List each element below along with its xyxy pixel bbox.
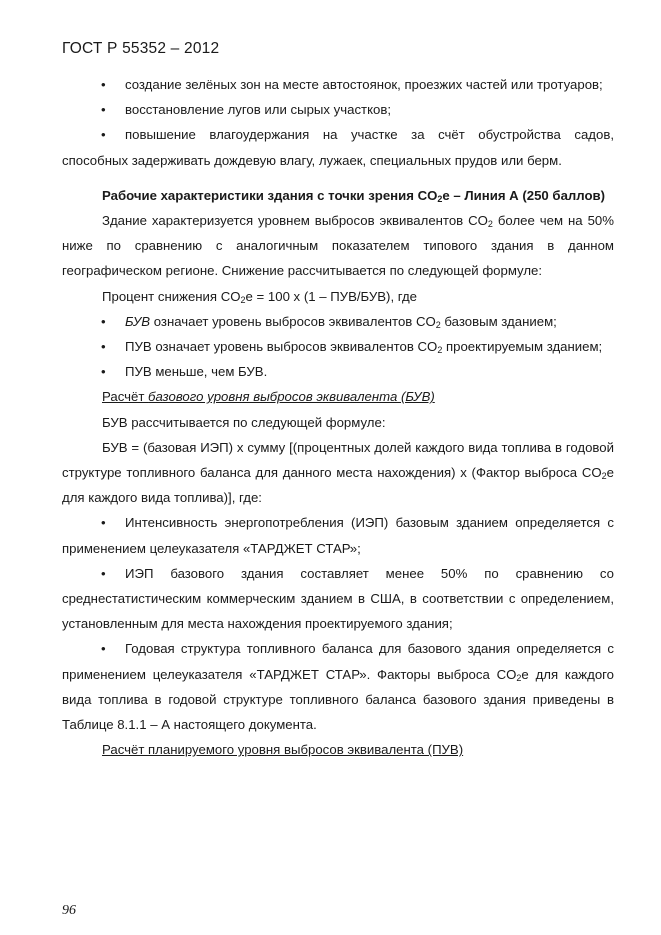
bullet-icon: • (101, 102, 106, 118)
list-item: • Интенсивность энергопотребления (ИЭП) базовым зданием определяется с применением целеуказателя «ТАРДЖЕТ СТАР»; (62, 510, 614, 560)
list-item: • Годовая структура топливного баланса для базового здания определяется с применением целеуказателя «ТАРДЖЕТ СТАР». Факторы выброса $CO_2e$ для каждого вида топлива в годовой структуре топливного баланса базового здания приведены в Таблице 8.1.1 – А настоящего документа. (62, 636, 614, 737)
bullet-icon: • (101, 565, 106, 581)
list-item: • ИЭП базового здания составляет менее 50% по сравнению со среднестатистическим коммерческим зданием в США, в соответствии с определением, установленным для места нахождения проектируемого здания; (62, 561, 614, 637)
subsection-title-buv: Расчёт базового уровня выбросов эквивалента (БУВ) (102, 389, 435, 405)
document-header: ГОСТ Р 55352 – 2012 (62, 40, 220, 57)
bullet-icon: • (101, 313, 106, 329)
list-item: • БУВ означает уровень выбросов эквивалентов $CO_2$ базовым зданием; (62, 309, 614, 334)
formula-line: Процент снижения $CO_2e = 100$ x (1 – ПУВ/БУВ), где (102, 288, 418, 305)
list-item: • повышение влагоудержания на участке за счёт обустройства садов, способных задерживать дождевую влагу, лужаек, специальных прудов или берм. (62, 122, 614, 172)
bullet-icon: • (101, 339, 106, 355)
bullet-icon: • (101, 127, 106, 143)
list-item: • ПУВ означает уровень выбросов эквивалентов $CO_2$ проектируемым зданием; (62, 334, 614, 359)
section-heading: Рабочие характеристики здания с точки зрения $CO_2e$ – Линия А (250 баллов) (102, 187, 606, 204)
subsection-title-puv: Расчёт планируемого уровня выбросов эквивалента (ПУВ) (102, 742, 464, 758)
bullet-icon: • (101, 364, 106, 380)
page-body (62, 72, 614, 762)
buv-calc-line: БУВ рассчитывается по следующей формуле: (102, 414, 386, 430)
list-item: • восстановление лугов или сырых участков; (62, 97, 614, 122)
buv-formula: БУВ = (базовая ИЭП) x сумму [(процентных долей каждого вида топлива в годовой структуре топливного баланса для данного места нахождения) x (Фактор выброса $CO_2e$ для каждого вида топлива)], где: (62, 439, 614, 506)
page-number: 96 (62, 903, 76, 918)
section-intro: Здание характеризуется уровнем выбросов эквивалентов $CO_2$ более чем на 50% ниже по сравнению с аналогичным показателем типового здания в данном географическом регионе. Снижение рассчитывается по следующей формуле: (62, 213, 614, 279)
bullet-icon: • (101, 641, 106, 657)
list-item: • ПУВ меньше, чем БУВ. (62, 359, 614, 384)
bullet-icon: • (101, 77, 106, 92)
list-item: • создание зелёных зон на месте автостоянок, проезжих частей или тротуаров; (62, 72, 614, 97)
bullet-icon: • (101, 515, 106, 531)
